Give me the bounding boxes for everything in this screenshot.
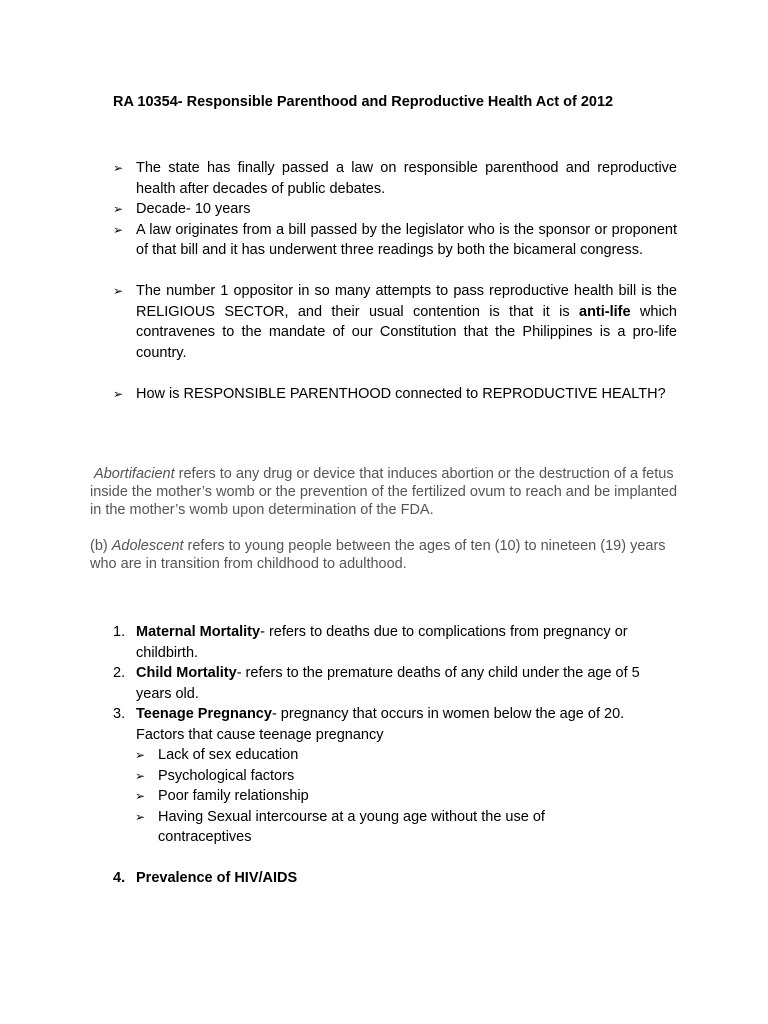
list-text: - refers to the premature deaths of any child under the age of 5 years old. <box>136 665 640 702</box>
list-item <box>113 766 613 787</box>
list-item <box>113 663 673 704</box>
list-item <box>113 868 673 889</box>
arrow-bullet-icon: ➢ <box>113 202 124 216</box>
arrow-bullet-icon: ➢ <box>135 768 146 783</box>
list-item <box>113 220 677 261</box>
list-item <box>113 786 613 807</box>
factor-text: Having Sexual intercourse at a young age without the use of contraceptives <box>158 808 545 845</box>
bullet-text: The state has finally passed a law on responsible parenthood and reproductive health after decades of public debates. <box>136 160 677 197</box>
list-number: 4. <box>113 870 126 886</box>
factors-heading: Factors that cause teenage pregnancy <box>136 726 384 743</box>
bullet-emphasis: anti-life <box>579 303 631 320</box>
definition-term: Adolescent <box>111 538 184 554</box>
list-item <box>113 281 677 363</box>
definition-text: refers to any drug or device that induces abortion or the destruction of a fetus inside the mother’s womb or the prevention of the fertilized ovum to reach and be implanted in the mother’s womb upon determination of the FDA. <box>90 466 678 518</box>
arrow-bullet-icon: ➢ <box>113 161 124 175</box>
list-item <box>113 384 677 405</box>
arrow-bullet-icon: ➢ <box>135 789 146 803</box>
bullet-text: which contravenes to the mandate of our Constitution that the Philippines is a pro-life country. <box>136 303 677 361</box>
list-term: Maternal Mortality <box>136 624 261 640</box>
numbered-list-continued <box>113 868 673 889</box>
definition-text: refers to young people between the ages of ten (10) to nineteen (19) years who are in transition from childhood to adulthood. <box>90 538 666 572</box>
list-item <box>113 199 677 220</box>
factor-text: Poor family relationship <box>158 788 309 804</box>
factors-list <box>113 745 613 848</box>
list-item <box>113 745 613 766</box>
list-item <box>113 622 673 663</box>
list-number: 3. <box>113 706 126 722</box>
list-item <box>113 807 613 848</box>
bullet-list-intro <box>113 158 677 404</box>
bullet-text: How is RESPONSIBLE PARENTHOOD connected to REPRODUCTIVE HEALTH? <box>136 385 666 402</box>
definition-term: Abortifacient <box>94 466 175 482</box>
factor-text: Psychological factors <box>158 767 295 784</box>
list-item <box>113 704 673 745</box>
list-item <box>113 158 677 199</box>
arrow-bullet-icon: ➢ <box>113 284 124 298</box>
arrow-bullet-icon: ➢ <box>135 748 146 762</box>
list-text: - refers to deaths due to complications from pregnancy or childbirth. <box>136 624 628 661</box>
document-title: RA 10354- Responsible Parenthood and Reproductive Health Act of 2012 <box>113 94 614 110</box>
definition-prefix: (b) <box>90 538 112 554</box>
list-term: Teenage Pregnancy <box>136 706 272 722</box>
list-number: 1. <box>113 624 126 640</box>
arrow-bullet-icon: ➢ <box>135 809 146 824</box>
arrow-bullet-icon: ➢ <box>113 386 124 401</box>
definition-adolescent <box>90 537 680 573</box>
list-text: - pregnancy that occurs in women below the age of 20. <box>271 706 625 722</box>
factor-text: Lack of sex education <box>158 747 299 763</box>
bullet-text: A law originates from a bill passed by the legislator who is the sponsor or proponent of that bill and it has underwent three readings by both the bicameral congress. <box>136 221 677 258</box>
list-term: Prevalence of HIV/AIDS <box>136 870 298 886</box>
bullet-text: Decade- 10 years <box>136 201 251 217</box>
bullet-text: The number 1 oppositor in so many attempts to pass reproductive health bill is the RELIGIOUS SECTOR, and their usual contention is that it is <box>136 283 677 320</box>
list-number: 2. <box>113 665 126 681</box>
list-term: Child Mortality <box>136 665 237 681</box>
definition-abortifacient <box>90 465 680 519</box>
numbered-list <box>113 622 673 745</box>
arrow-bullet-icon: ➢ <box>113 222 124 237</box>
